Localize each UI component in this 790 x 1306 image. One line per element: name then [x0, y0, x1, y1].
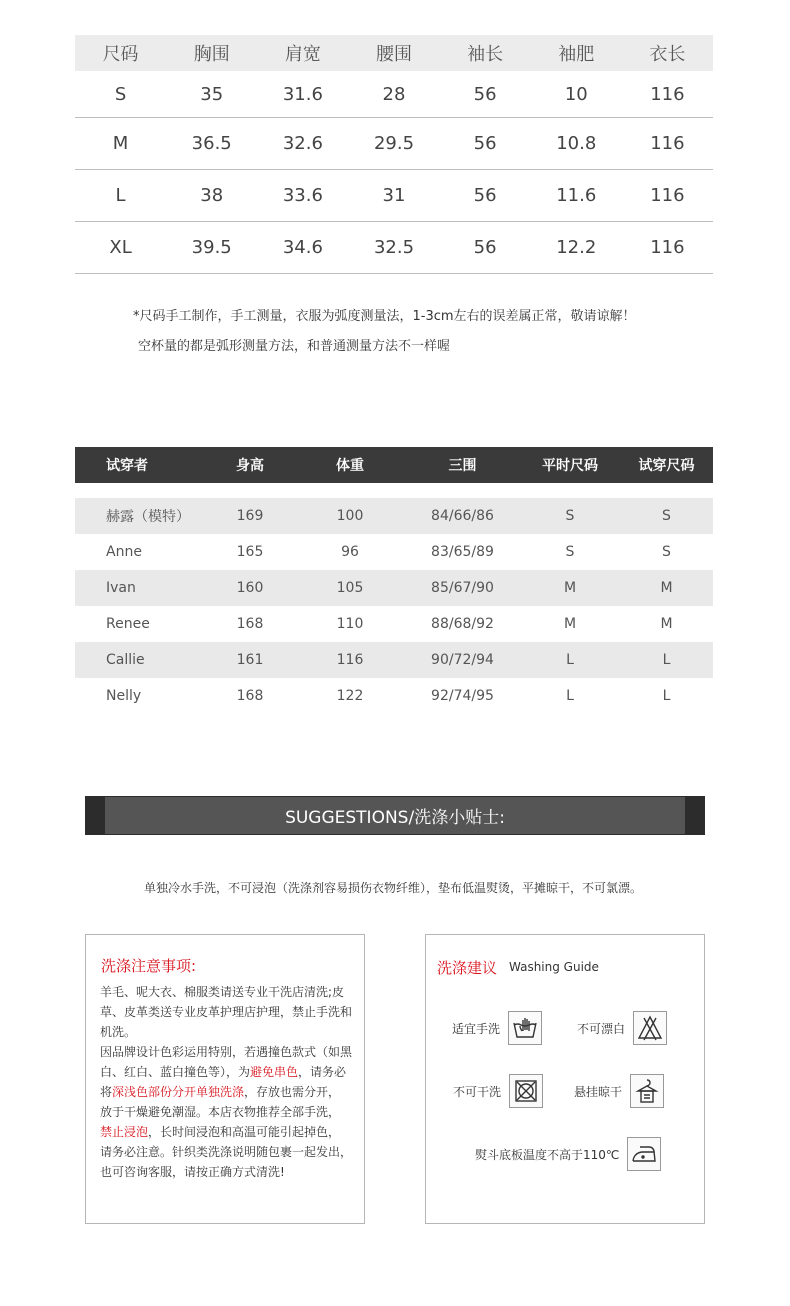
- header-usual-size: 平时尺码: [542, 458, 598, 474]
- table-cell: M: [660, 580, 673, 596]
- table-row: [75, 170, 713, 222]
- table-cell: L: [566, 652, 574, 668]
- washing-guide-title: 洗涤建议: [437, 959, 498, 977]
- table-cell: L: [115, 185, 126, 206]
- table-cell: 28: [382, 83, 406, 105]
- table-cell: S: [565, 508, 575, 524]
- table-cell: 92/74/95: [431, 688, 494, 704]
- table-cell: 84/66/86: [431, 508, 494, 524]
- table-cell: S: [662, 544, 671, 560]
- washing-guide-subtitle: Washing Guide: [509, 960, 599, 974]
- guide-item-iron-low: [475, 1137, 661, 1171]
- table-cell: M: [660, 616, 673, 632]
- care-notes-paragraph-1: 羊毛、呢大衣、棉服类请送专业干洗店清洗;皮草、皮革类送专业皮革护理店护理，禁止手洗和机洗。: [100, 985, 353, 1039]
- header-length: 衣长: [649, 44, 686, 65]
- header-weight: 体重: [336, 458, 364, 474]
- table-cell: M: [563, 580, 577, 596]
- guide-item-no-dry-clean: [453, 1074, 543, 1108]
- care-text: ，存放也需分开，放于干燥避免潮湿。本店衣物推荐全部手洗，: [100, 1085, 341, 1119]
- care-notes-paragraph-2: [100, 1042, 352, 1182]
- table-row: [75, 642, 713, 678]
- care-warning-text: 深浅色部份分开单独洗涤: [112, 1085, 245, 1099]
- table-cell: 168: [236, 616, 264, 632]
- care-notes-title: 洗涤注意事项:: [101, 957, 197, 975]
- table-cell: XL: [109, 237, 132, 258]
- table-cell: S: [565, 544, 575, 560]
- table-cell: 83/65/89: [431, 544, 494, 560]
- table-cell: 110: [336, 616, 364, 632]
- header-tried-size: 试穿尺码: [638, 458, 695, 474]
- table-cell: 11.6: [556, 185, 597, 206]
- header-sleeve-width: 袖肥: [558, 44, 595, 65]
- table-cell: Nelly: [106, 688, 142, 704]
- table-row: [75, 678, 713, 714]
- hand-wash-icon: [508, 1011, 542, 1045]
- table-cell: 116: [650, 237, 685, 258]
- care-notes-text: [100, 982, 352, 1182]
- table-cell: M: [112, 133, 129, 154]
- table-row: [75, 570, 713, 606]
- table-cell: 100: [336, 508, 364, 524]
- model-table-header: [75, 447, 713, 483]
- header-waist: 腰围: [375, 44, 412, 65]
- table-row: [75, 498, 713, 534]
- table-row: [75, 534, 713, 570]
- table-cell: 169: [236, 508, 264, 524]
- table-cell: 38: [200, 185, 224, 206]
- table-cell: Ivan: [106, 580, 136, 596]
- care-text: ，长时间浸泡和高温可能引起掉色，请务必注意。针织类洗涤说明随包裹一起发出，也可咨询客服，请按正确方式清洗!: [100, 1125, 353, 1179]
- table-row: [75, 606, 713, 642]
- table-cell: 赫露（模特）: [106, 509, 190, 525]
- table-cell: Anne: [106, 544, 142, 560]
- table-cell: 32.5: [373, 237, 415, 258]
- size-table-header: [75, 35, 713, 71]
- table-cell: 122: [336, 688, 364, 704]
- table-cell: 56: [473, 133, 497, 154]
- care-warning-text: 避免串色: [250, 1065, 299, 1079]
- size-table-body: [75, 71, 713, 274]
- table-cell: 33.6: [282, 185, 323, 206]
- table-cell: S: [662, 508, 671, 524]
- table-cell: 160: [236, 580, 264, 596]
- guide-item-hand-wash: [452, 1011, 542, 1045]
- model-table-body: [75, 498, 713, 714]
- cup-measurement-note: 空杯量的都是弧形测量方法，和普通测量方法不一样喔: [138, 339, 451, 354]
- header-measurements: 三围: [448, 458, 477, 474]
- care-text: ，请务必将: [100, 1065, 347, 1099]
- table-cell: Renee: [106, 616, 150, 632]
- guide-label: 熨斗底板温度不高于110℃: [475, 1147, 620, 1162]
- table-cell: 31: [382, 185, 406, 206]
- guide-label: 悬挂晾干: [574, 1084, 623, 1099]
- table-cell: 90/72/94: [431, 652, 494, 668]
- table-cell: 85/67/90: [431, 580, 494, 596]
- guide-label: 适宜手洗: [452, 1021, 501, 1036]
- model-fit-table: [75, 447, 713, 714]
- table-cell: 116: [650, 83, 685, 105]
- care-text: 因品牌设计色彩运用特别，若遇撞色款式（如黑白、红白、蓝白撞色等），为: [100, 1045, 353, 1079]
- suggestions-title: SUGGESTIONS/洗涤小贴士:: [285, 808, 505, 828]
- table-cell: 10: [564, 83, 588, 105]
- measurement-note: *尺码手工制作，手工测量，衣服为弧度测量法，1-3cm左右的误差属正常，敬请谅解！: [133, 309, 636, 324]
- size-table: [75, 35, 713, 274]
- table-cell: 35: [200, 83, 224, 105]
- guide-label: 不可漂白: [577, 1021, 626, 1036]
- care-notes-box: [85, 934, 365, 1224]
- table-cell: 116: [650, 185, 685, 206]
- table-cell: 56: [473, 83, 497, 105]
- table-row: [75, 118, 713, 170]
- table-cell: 105: [336, 580, 364, 596]
- suggestions-banner-inner: [105, 797, 685, 834]
- table-row: [75, 222, 713, 274]
- table-cell: 161: [236, 652, 264, 668]
- wash-instructions: 单独冷水手洗，不可浸泡（洗涤剂容易损伤衣物纤维），垫布低温熨烫，平摊晾干，不可氯漂。: [143, 881, 642, 895]
- table-cell: L: [662, 652, 671, 668]
- table-cell: M: [563, 616, 577, 632]
- iron-low-icon: [627, 1137, 661, 1171]
- table-cell: 168: [236, 688, 264, 704]
- header-chest: 胸围: [193, 44, 230, 65]
- no-dry-clean-icon: [509, 1074, 543, 1108]
- guide-item-no-bleach: [577, 1011, 667, 1045]
- care-warning-text: 禁止浸泡: [100, 1125, 149, 1139]
- table-cell: 31.6: [282, 83, 323, 105]
- table-cell: 116: [650, 133, 685, 154]
- guide-item-hang-dry: [574, 1074, 664, 1108]
- header-height: 身高: [236, 458, 264, 474]
- table-cell: 12.2: [556, 237, 597, 258]
- table-cell: S: [114, 83, 127, 105]
- suggestions-banner: [85, 796, 705, 835]
- header-shoulder: 肩宽: [284, 44, 321, 65]
- table-cell: 32.6: [282, 133, 323, 154]
- header-size: 尺码: [102, 44, 139, 65]
- table-cell: L: [662, 688, 671, 704]
- table-cell: L: [566, 688, 574, 704]
- table-cell: 36.5: [191, 133, 232, 154]
- header-sleeve-length: 袖长: [467, 44, 504, 65]
- table-cell: 10.8: [556, 133, 597, 154]
- table-cell: 56: [473, 185, 497, 206]
- table-cell: 34.6: [282, 237, 323, 258]
- no-bleach-icon: [633, 1011, 667, 1045]
- washing-guide-box: [425, 934, 705, 1224]
- table-cell: 165: [236, 544, 264, 560]
- table-cell: 29.5: [373, 133, 415, 154]
- hang-dry-icon: [630, 1074, 664, 1108]
- table-cell: 56: [473, 237, 497, 258]
- table-row: [75, 71, 713, 118]
- table-cell: 96: [341, 544, 359, 560]
- table-cell: 88/68/92: [431, 616, 494, 632]
- table-cell: 39.5: [191, 237, 232, 258]
- table-cell: 116: [336, 652, 364, 668]
- header-tester: 试穿者: [106, 458, 148, 474]
- guide-label: 不可干洗: [453, 1084, 502, 1099]
- table-cell: Callie: [106, 652, 145, 668]
